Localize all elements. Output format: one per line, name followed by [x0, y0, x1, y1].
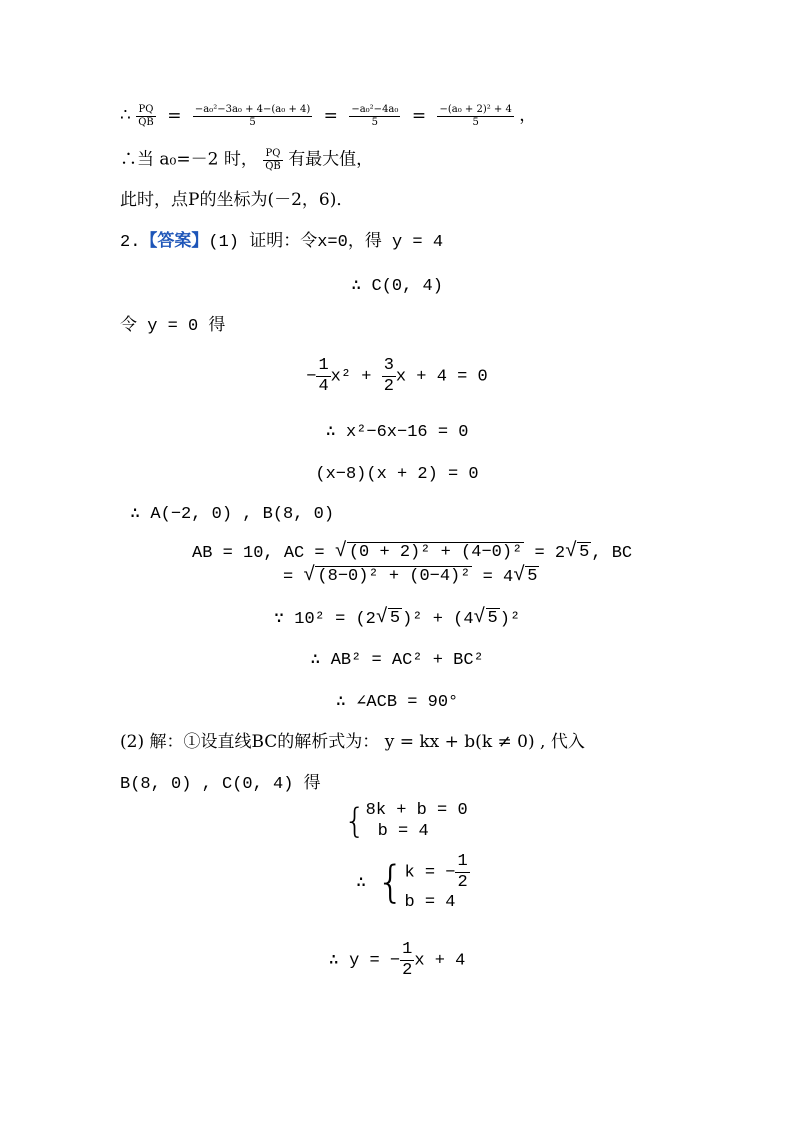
therefore-symbol: ∴ [356, 874, 367, 894]
fraction-pq-qb [263, 148, 283, 172]
radicand: (0 + 2)² + (4−0)² [348, 543, 523, 562]
comma: ， [519, 105, 537, 126]
frac-num: −(a₀ + 2)² + 4 [439, 104, 512, 115]
equation-line-15: ∴ ∠ACB = 90° [335, 693, 459, 712]
text-segment: x + 4 [414, 951, 466, 971]
fraction-3 [437, 104, 513, 128]
text-segment: = 4 [472, 568, 514, 587]
sqrt-5: √ 5 [565, 540, 590, 563]
text-segment: )² [499, 610, 521, 629]
frac-num: −a₀²−4a₀ [351, 104, 399, 115]
frac-den: QB [265, 160, 281, 172]
radicand: 5 [527, 567, 538, 586]
sqrt-ac: √ (0 + 2)² + (4−0)² [334, 540, 523, 563]
text-segment: (1) 证明：令x=0，得 y = 4 [208, 233, 444, 252]
question-number: 2. [120, 233, 141, 252]
radicand: (8−0)² + (0−4)² [317, 567, 471, 586]
equation-line-8: ∴ x²−6x−16 = 0 [325, 423, 469, 442]
frac-num: 1 [318, 356, 329, 375]
text-segment: ∵ 10² = (2 [273, 610, 376, 629]
text-segment: x² + [330, 367, 382, 387]
frac-den: 2 [402, 960, 413, 980]
fraction-1-4 [316, 356, 330, 396]
fraction-1-2 [400, 940, 414, 980]
equation-line-7: − $\frac{1}{4}$ x² + $\frac{3}{2}$ x + 4 = 0 [306, 356, 488, 396]
fraction-1-2 [455, 852, 469, 892]
text-segment: = 2 [524, 544, 566, 563]
frac-num: 1 [402, 940, 413, 959]
frac-den: 5 [249, 116, 256, 128]
equation-line-14: ∴ AB² = AC² + BC² [310, 651, 484, 670]
frac-den: 5 [472, 116, 479, 128]
equation-system-2 [356, 852, 470, 913]
frac-num: PQ [136, 104, 156, 117]
sqrt-5: √ 5 [473, 606, 498, 629]
fraction-pq-qb [136, 104, 156, 128]
text-segment: , BC [591, 544, 633, 563]
system-row: b = 4 [404, 893, 456, 913]
equation-line-9: (x−8)(x + 2) = 0 [315, 465, 479, 484]
frac-num: 1 [457, 852, 468, 871]
system-rows [366, 800, 468, 843]
sqrt-5: √ 5 [375, 606, 401, 629]
formula-line-1: ∴ $\frac{PQ}{QB}$ = $\frac{\text{−a₀²−3a₀ + 4−(a₀ + 4)}}{5}$ = $\frac{\text{−a₀²−4a₀}}{5}$ = $\frac{\text{−(a₀ + 2)² + 4}}{5}$ ， [120, 104, 537, 128]
frac-den: 2 [457, 872, 468, 892]
text-line-3: 此时，点P的坐标为(－2，6)． [120, 190, 354, 210]
equation-line-20 [0, 940, 794, 980]
frac-den: 4 [318, 376, 329, 396]
formula-line-5: ∴ C(0, 4) [351, 277, 443, 296]
system-row [404, 852, 469, 892]
lengths-line-1 [192, 542, 632, 562]
system-rows [404, 852, 469, 913]
text-segment: 有最大值， [288, 149, 374, 170]
equation-line-13 [0, 608, 794, 628]
frac-den: 2 [383, 376, 394, 396]
system-row: b = 4 [377, 822, 429, 842]
text-segment: ∴ y = − [328, 951, 401, 971]
text-line-16: (2) 解：①设直线BC的解析式为： y = kx + b(k ≠ 0) , 代入 [120, 732, 585, 752]
radicand: 5 [389, 609, 401, 628]
lengths-line-2 [283, 566, 539, 586]
frac-num: PQ [263, 148, 283, 161]
radicand: 5 [487, 609, 498, 628]
answer-heading [120, 234, 443, 251]
answer-tag: 【答案】 [140, 233, 209, 252]
frac-num: −a₀²−3a₀ + 4−(a₀ + 4) [194, 104, 311, 115]
frac-den: QB [138, 116, 154, 128]
points-line: ∴ A(−2, 0) , B(8, 0) [130, 505, 335, 524]
text-line-6: 令 y = 0 得 [120, 317, 226, 336]
sqrt-bc: √ (8−0)² + (0−4)² [303, 564, 471, 587]
text-line-17: B(8, 0) , C(0, 4) 得 [120, 775, 321, 794]
text-segment: k = − [404, 863, 456, 883]
frac-den: 5 [371, 116, 379, 128]
equation-system-1 [344, 800, 468, 843]
frac-num: 3 [383, 356, 394, 375]
text-segment: AB = 10, AC = [192, 544, 335, 563]
therefore-symbol: ∴ [120, 105, 131, 126]
left-brace: { [376, 856, 405, 908]
radicand: 5 [579, 543, 590, 562]
text-segment: x + 4 = 0 [395, 367, 488, 387]
fraction-3-2 [382, 356, 396, 396]
text-segment: = [283, 568, 304, 587]
left-brace: { [344, 801, 366, 842]
formula-line-2 [120, 148, 373, 172]
text-segment: )² + (4 [402, 610, 474, 629]
fraction-1 [193, 104, 312, 128]
system-row: 8k + b = 0 [365, 801, 468, 820]
sqrt-5: √ 5 [513, 564, 538, 587]
text-segment: ∴当 a₀=－2 时， [120, 149, 258, 170]
fraction-2 [349, 104, 400, 128]
